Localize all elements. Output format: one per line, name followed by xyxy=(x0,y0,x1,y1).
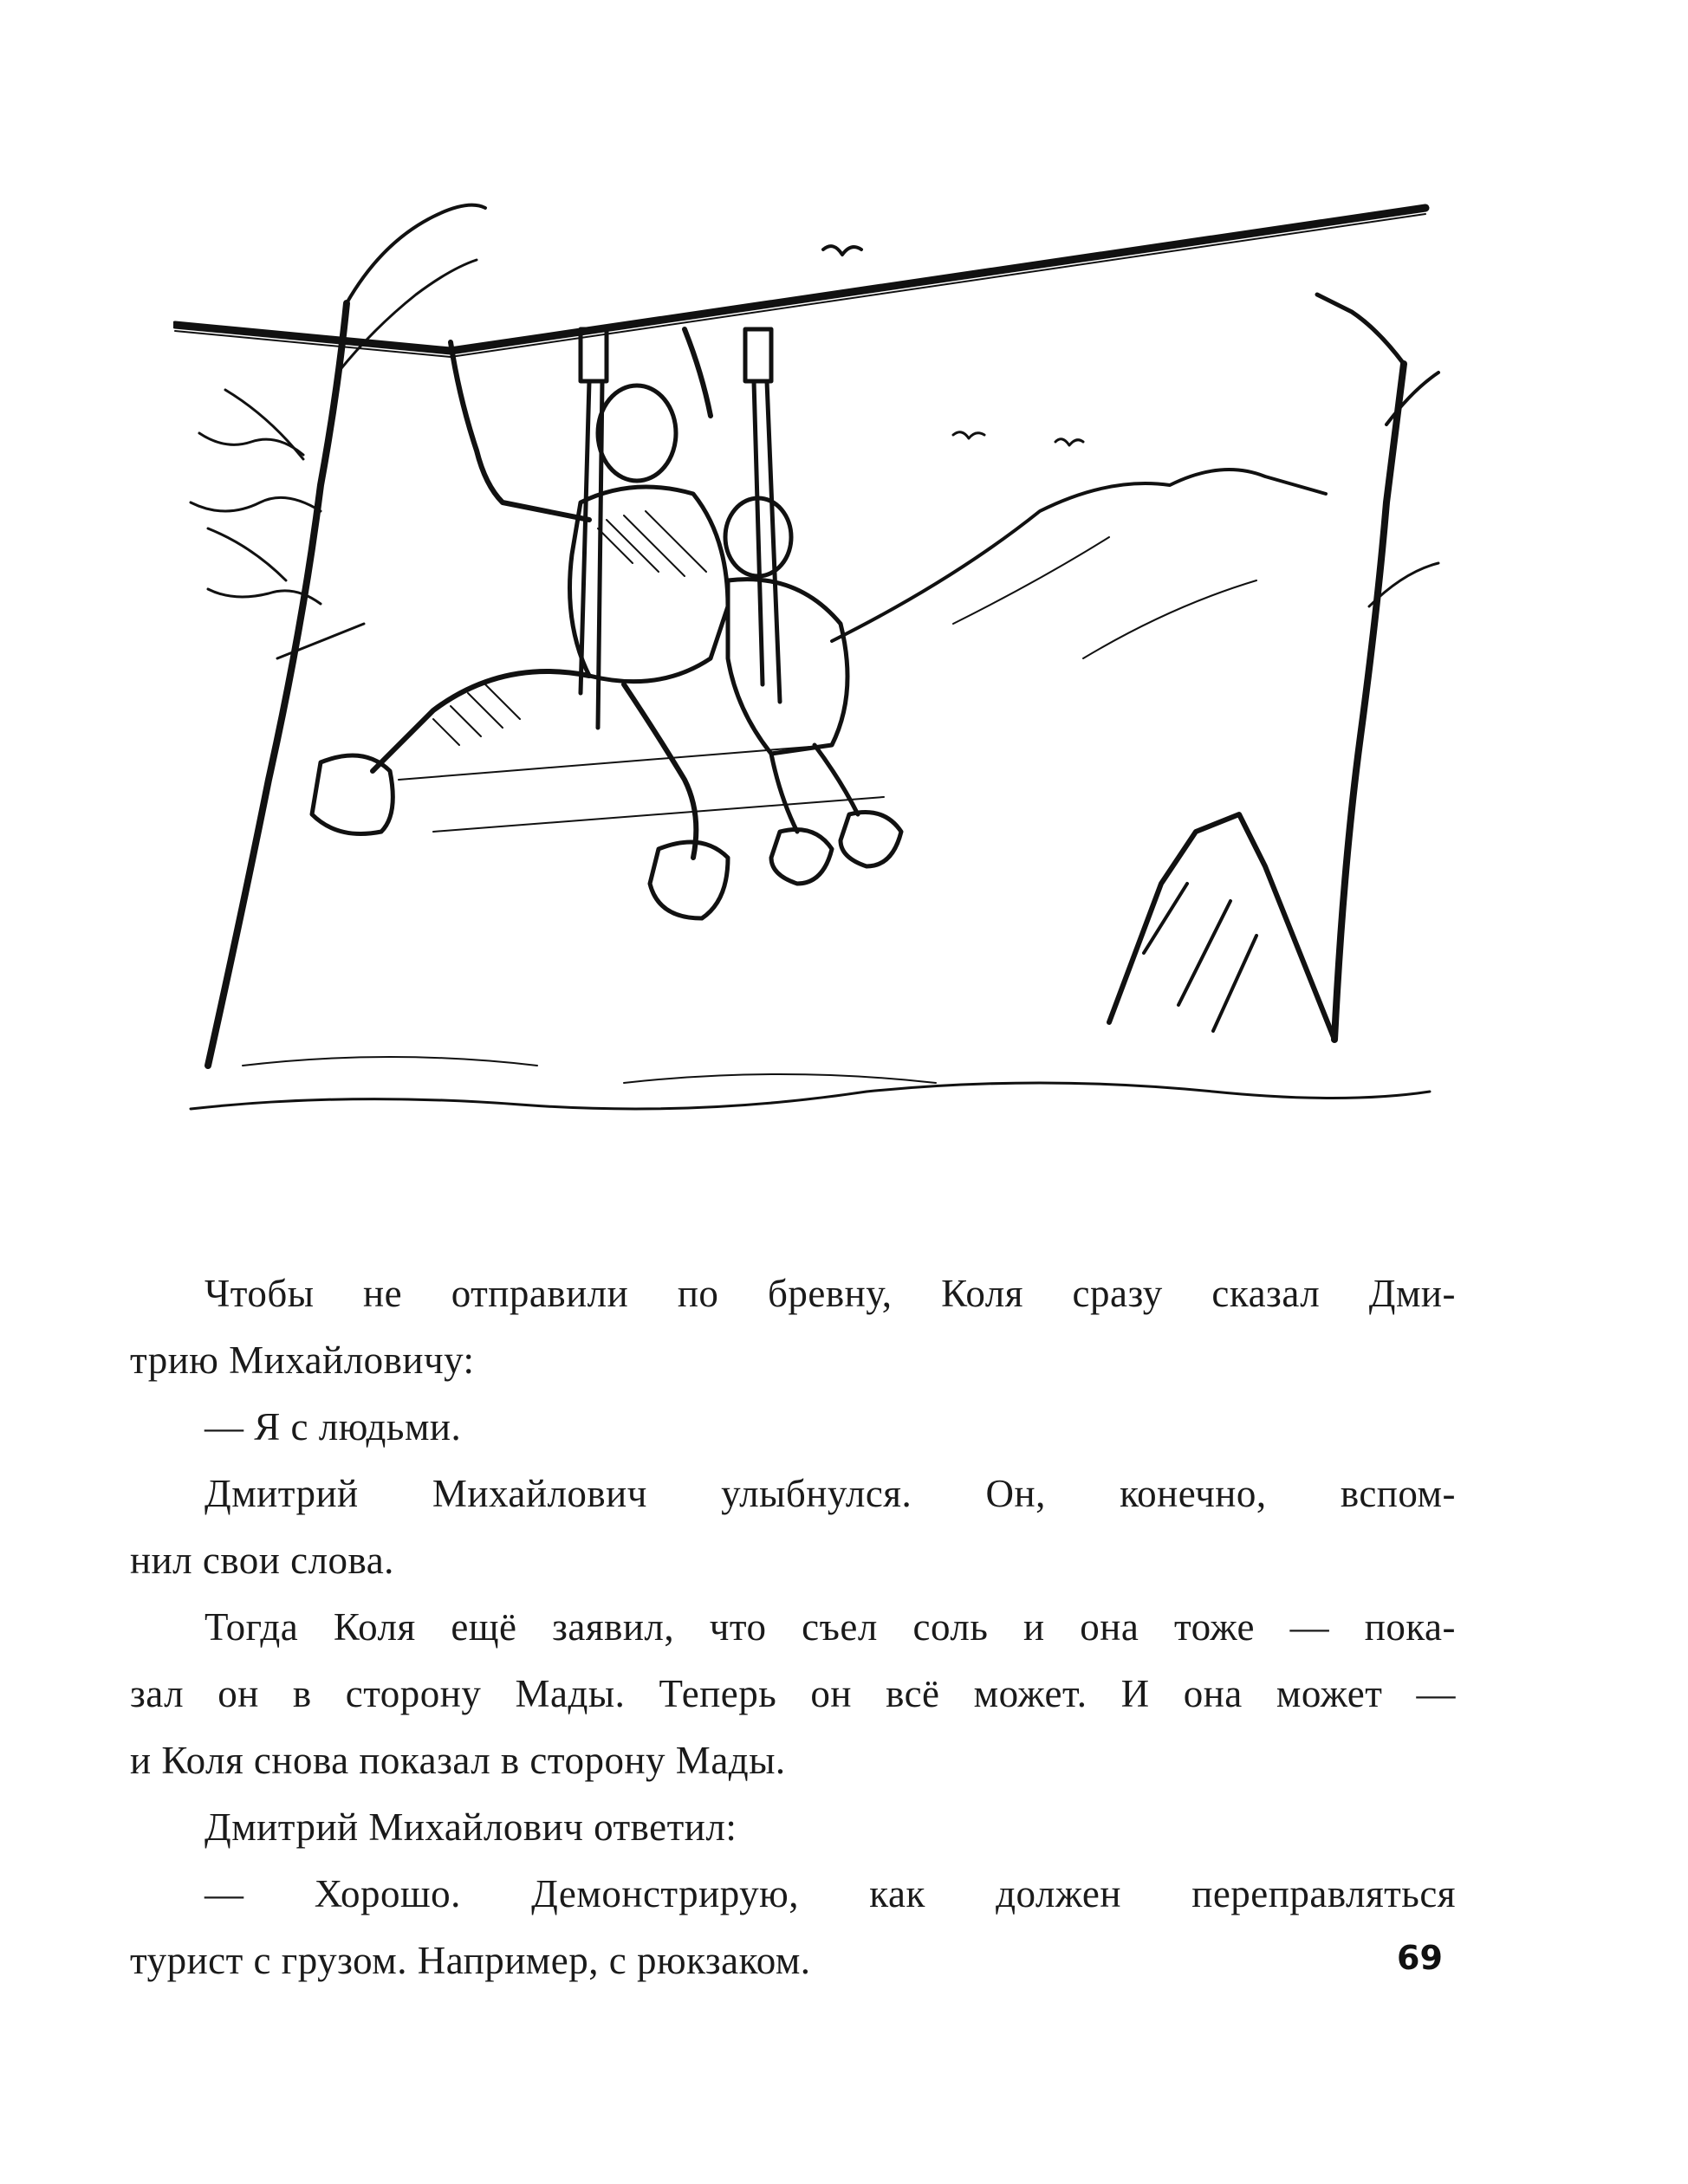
text-line: трию Михайловичу: xyxy=(130,1338,475,1382)
page-number: 69 xyxy=(1397,1939,1443,1977)
illustration xyxy=(173,173,1447,1152)
text-line: — Хорошо. Демонстрирую, как должен переправляться xyxy=(205,1872,1456,1915)
text-line: Чтобы не отправили по бревну, Коля сразу сказал Дми- xyxy=(205,1272,1456,1315)
text-line: зал он в сторону Мады. Теперь он всё может. И она может — xyxy=(130,1672,1456,1715)
text-line: Тогда Коля ещё заявил, что съел соль и она тоже — пока- xyxy=(205,1605,1456,1649)
text-line: Дмитрий Михайлович улыбнулся. Он, конечно, вспом- xyxy=(205,1472,1456,1515)
text-line: — Я с людьми. xyxy=(205,1405,462,1448)
text-line: нил свои слова. xyxy=(130,1539,394,1582)
text-line: и Коля снова показал в сторону Мады. xyxy=(130,1739,786,1782)
rope-crossing-drawing xyxy=(173,173,1447,1152)
text-line: Дмитрий Михайлович ответил: xyxy=(205,1805,737,1849)
body-text xyxy=(130,1260,1456,1994)
text-line: турист с грузом. Например, с рюкзаком. xyxy=(130,1939,811,1982)
